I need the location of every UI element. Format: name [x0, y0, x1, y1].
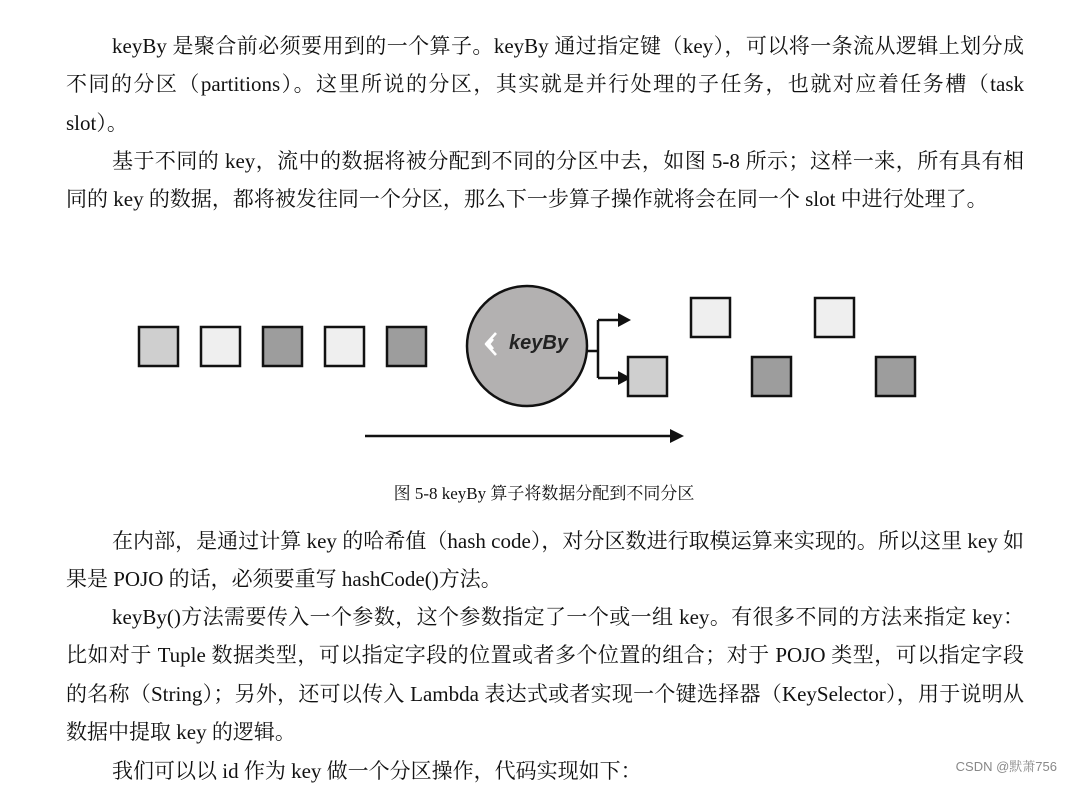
- input-record-2: [201, 327, 240, 366]
- paragraph-key-selection: keyBy()方法需要传入一个参数，这个参数指定了一个或一组 key。有很多不同的方法来指定 key：比如对于 Tuple 数据类型，可以指定字段的位置或者多个位置的组合；对于 POJO 类型，可以指定字段的名称（String）；另外，还可以传入 Lambda 表达式或者实现一个键选择器（KeySelector），用于说明从数据中提取 key 的逻辑。: [66, 605, 1024, 744]
- partition2-record-1: [628, 357, 667, 396]
- flow-direction-arrow-head: [670, 429, 684, 443]
- keyby-operator-label: keyBy: [509, 332, 568, 354]
- partition2-record-3: [876, 357, 915, 396]
- input-record-5: [387, 327, 426, 366]
- paragraph-code-intro: 我们可以以 id 作为 key 做一个分区操作，代码实现如下：: [112, 759, 642, 783]
- paragraph-keyby-partitioning: 基于不同的 key，流中的数据将被分配到不同的分区中去，如图 5-8 所示；这样一来，所有具有相同的 key 的数据，都将被发往同一个分区，那么下一步算子操作就将会在同一个 slot 中进行处理了。: [66, 149, 1024, 212]
- partition1-record-1: [691, 298, 730, 337]
- keyby-figure: [0, 280, 1073, 460]
- figure-caption: 图 5-8 keyBy 算子将数据分配到不同分区: [393, 484, 695, 503]
- input-record-3: [263, 327, 302, 366]
- paragraph-keyby-intro: keyBy 是聚合前必须要用到的一个算子。keyBy 通过指定键（key），可以将一条流从逻辑上划分成不同的分区（partitions）。这里所说的分区，其实就是并行处理的子任务，也就对应着任务槽（task slot）。: [66, 34, 1024, 135]
- branch-arrow-head-top: [618, 313, 631, 327]
- partition1-record-2: [815, 298, 854, 337]
- input-record-4: [325, 327, 364, 366]
- branch-arrow-lines: [587, 320, 618, 378]
- partition2-record-2: [752, 357, 791, 396]
- input-record-1: [139, 327, 178, 366]
- paragraph-hash-code: 在内部，是通过计算 key 的哈希值（hash code），对分区数进行取模运算来实现的。所以这里 key 如果是 POJO 的话，必须要重写 hashCode()方法。: [66, 529, 1024, 592]
- csdn-watermark: CSDN @默萧756: [955, 759, 1057, 774]
